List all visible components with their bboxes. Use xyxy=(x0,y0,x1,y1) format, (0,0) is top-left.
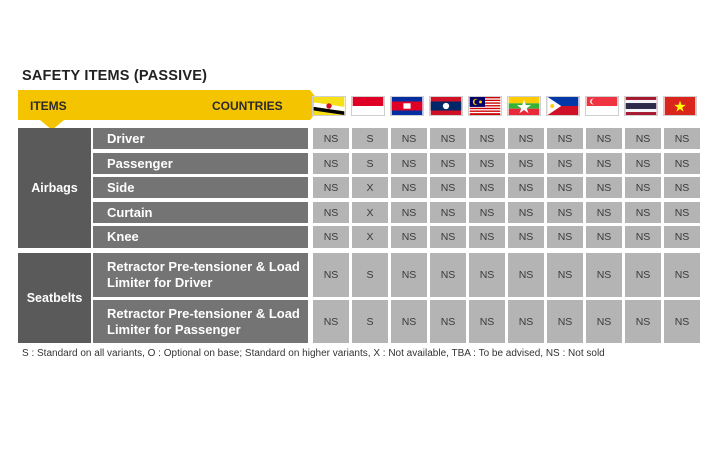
value-cell: S xyxy=(352,300,388,343)
value-cell: NS xyxy=(547,253,583,297)
value-cell: X xyxy=(352,202,388,223)
value-cell: NS xyxy=(664,153,700,174)
value-cell: NS xyxy=(469,177,505,198)
malaysia-flag-icon xyxy=(468,96,502,116)
value-cell: NS xyxy=(313,300,349,343)
group-label-0: Airbags xyxy=(18,128,91,248)
value-cell: NS xyxy=(313,253,349,297)
value-cell: NS xyxy=(469,128,505,149)
value-cell: NS xyxy=(547,226,583,248)
philippines-flag-icon xyxy=(546,96,580,116)
value-cell: NS xyxy=(391,202,427,223)
value-cell: NS xyxy=(547,153,583,174)
value-cell: NS xyxy=(469,253,505,297)
item-label: Retractor Pre-tensioner & Load Limiter for Passenger xyxy=(93,300,308,343)
value-cell: NS xyxy=(664,300,700,343)
value-cell: NS xyxy=(313,202,349,223)
legend-text: S : Standard on all variants, O : Optional on base; Standard on higher variants, X : Not available, TBA : To be advised, NS : Not sold xyxy=(22,348,605,359)
cambodia-flag-icon xyxy=(390,96,424,116)
laos-flag-icon xyxy=(429,96,463,116)
value-cell: NS xyxy=(625,253,661,297)
value-cell: NS xyxy=(313,128,349,149)
value-cell: NS xyxy=(664,226,700,248)
value-cell: NS xyxy=(547,300,583,343)
group-label-1: Seatbelts xyxy=(18,253,91,343)
value-cell: NS xyxy=(430,153,466,174)
value-cell: S xyxy=(352,153,388,174)
item-label: Passenger xyxy=(93,153,308,174)
value-cell: NS xyxy=(391,226,427,248)
value-cell: NS xyxy=(430,177,466,198)
value-cell: NS xyxy=(508,177,544,198)
value-cell: NS xyxy=(625,300,661,343)
value-cell: NS xyxy=(313,226,349,248)
value-cell: NS xyxy=(664,128,700,149)
value-cell: X xyxy=(352,177,388,198)
value-cell: NS xyxy=(547,177,583,198)
value-cell: NS xyxy=(664,253,700,297)
value-cell: NS xyxy=(586,202,622,223)
items-header: ITEMS xyxy=(30,99,67,113)
value-cell: S xyxy=(352,253,388,297)
value-cell: NS xyxy=(391,177,427,198)
value-cell: NS xyxy=(625,177,661,198)
value-cell: NS xyxy=(430,128,466,149)
thailand-flag-icon xyxy=(624,96,658,116)
vietnam-flag-icon xyxy=(663,96,697,116)
value-cell: NS xyxy=(625,128,661,149)
value-cell: NS xyxy=(391,300,427,343)
value-cell: NS xyxy=(430,300,466,343)
item-label: Knee xyxy=(93,226,308,248)
item-label: Driver xyxy=(93,128,308,149)
value-cell: NS xyxy=(430,202,466,223)
countries-header: COUNTRIES xyxy=(212,99,283,113)
value-cell: NS xyxy=(469,226,505,248)
value-cell: NS xyxy=(391,253,427,297)
value-cell: NS xyxy=(508,202,544,223)
value-cell: NS xyxy=(664,177,700,198)
value-cell: NS xyxy=(508,128,544,149)
value-cell: NS xyxy=(625,153,661,174)
value-cell: NS xyxy=(313,153,349,174)
singapore-flag-icon xyxy=(585,96,619,116)
value-cell: NS xyxy=(469,202,505,223)
value-cell: NS xyxy=(547,128,583,149)
value-cell: NS xyxy=(586,153,622,174)
value-cell: X xyxy=(352,226,388,248)
indonesia-flag-icon xyxy=(351,96,385,116)
value-cell: NS xyxy=(586,177,622,198)
value-cell: S xyxy=(352,128,388,149)
page-title: SAFETY ITEMS (PASSIVE) xyxy=(22,68,208,84)
value-cell: NS xyxy=(430,226,466,248)
value-cell: NS xyxy=(625,226,661,248)
item-label: Curtain xyxy=(93,202,308,223)
value-cell: NS xyxy=(586,300,622,343)
value-cell: NS xyxy=(547,202,583,223)
value-cell: NS xyxy=(625,202,661,223)
myanmar-flag-icon xyxy=(507,96,541,116)
value-cell: NS xyxy=(664,202,700,223)
value-cell: NS xyxy=(430,253,466,297)
value-cell: NS xyxy=(313,177,349,198)
value-cell: NS xyxy=(391,153,427,174)
value-cell: NS xyxy=(508,300,544,343)
item-label: Retractor Pre-tensioner & Load Limiter for Driver xyxy=(93,253,308,297)
value-cell: NS xyxy=(586,253,622,297)
brunei-flag-icon xyxy=(312,96,346,116)
value-cell: NS xyxy=(469,153,505,174)
value-cell: NS xyxy=(586,226,622,248)
value-cell: NS xyxy=(586,128,622,149)
value-cell: NS xyxy=(391,128,427,149)
value-cell: NS xyxy=(508,226,544,248)
item-label: Side xyxy=(93,177,308,198)
value-cell: NS xyxy=(508,153,544,174)
value-cell: NS xyxy=(469,300,505,343)
value-cell: NS xyxy=(508,253,544,297)
